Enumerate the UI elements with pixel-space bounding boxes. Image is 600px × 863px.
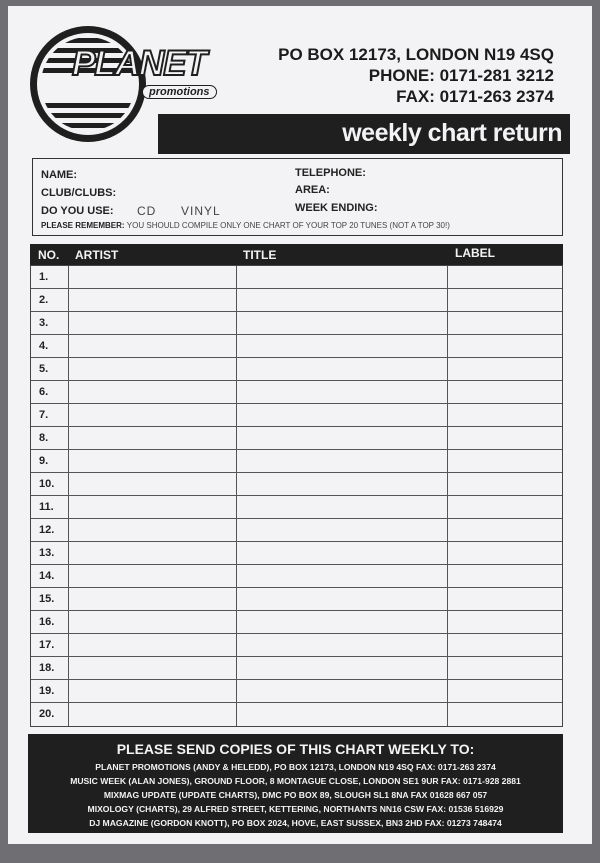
title-cell[interactable] <box>237 496 448 518</box>
number-cell <box>31 335 69 357</box>
artist-cell[interactable] <box>69 680 237 702</box>
option-vinyl[interactable]: VINYL <box>181 204 221 218</box>
title-cell[interactable] <box>237 611 448 633</box>
table-row <box>31 266 562 289</box>
table-row <box>31 381 562 404</box>
row-number: 18. <box>39 662 55 674</box>
row-number: 10. <box>39 478 55 490</box>
row-number: 5. <box>39 363 49 375</box>
label-cell[interactable] <box>448 680 561 702</box>
artist-cell[interactable] <box>69 519 237 541</box>
row-number: 4. <box>39 340 49 352</box>
table-row <box>31 519 562 542</box>
artist-cell[interactable] <box>69 404 237 426</box>
number-cell <box>31 358 69 380</box>
number-cell <box>31 611 69 633</box>
table-row <box>31 358 562 381</box>
number-cell <box>31 266 69 288</box>
table-row <box>31 588 562 611</box>
artist-cell[interactable] <box>69 289 237 311</box>
fax-number: FAX: 0171-263 2374 <box>396 87 554 106</box>
area-field[interactable]: AREA: <box>295 184 330 196</box>
title-cell[interactable] <box>237 703 448 726</box>
number-cell <box>31 381 69 403</box>
label-cell[interactable] <box>448 427 561 449</box>
row-number: 2. <box>39 294 49 306</box>
artist-cell[interactable] <box>69 542 237 564</box>
reminder-note <box>41 221 450 230</box>
chart-table <box>30 265 563 727</box>
artist-cell[interactable] <box>69 381 237 403</box>
number-cell <box>31 565 69 587</box>
title-cell[interactable] <box>237 450 448 472</box>
artist-cell[interactable] <box>69 565 237 587</box>
table-row <box>31 335 562 358</box>
name-field[interactable]: NAME: <box>41 169 78 181</box>
table-header <box>30 244 563 265</box>
label-cell[interactable] <box>448 312 561 334</box>
form-title: weekly chart return <box>342 119 562 147</box>
label-cell[interactable] <box>448 588 561 610</box>
number-cell <box>31 289 69 311</box>
number-cell <box>31 519 69 541</box>
table-row <box>31 657 562 680</box>
row-number: 17. <box>39 639 55 651</box>
row-number: 6. <box>39 386 49 398</box>
number-cell <box>31 542 69 564</box>
table-row <box>31 289 562 312</box>
number-cell <box>31 312 69 334</box>
phone-number: PHONE: 0171-281 3212 <box>368 66 554 85</box>
label-cell[interactable] <box>448 358 561 380</box>
form-title-bar <box>158 114 570 154</box>
row-number: 1. <box>39 271 49 283</box>
row-number: 15. <box>39 593 55 605</box>
artist-cell[interactable] <box>69 634 237 656</box>
header-title: TITLE <box>243 248 277 262</box>
postal-address: PO BOX 12173, LONDON N19 4SQ <box>278 45 554 64</box>
label-cell[interactable] <box>448 611 561 633</box>
row-number: 14. <box>39 570 55 582</box>
title-cell[interactable] <box>237 289 448 311</box>
artist-cell[interactable] <box>69 266 237 288</box>
option-cd[interactable]: CD <box>137 204 157 218</box>
artist-cell[interactable] <box>69 496 237 518</box>
title-cell[interactable] <box>237 473 448 495</box>
label-cell[interactable] <box>448 496 561 518</box>
row-number: 19. <box>39 685 55 697</box>
title-cell[interactable] <box>237 266 448 288</box>
header-no: NO. <box>38 248 60 262</box>
label-cell[interactable] <box>448 404 561 426</box>
title-cell[interactable] <box>237 427 448 449</box>
title-cell[interactable] <box>237 565 448 587</box>
number-cell <box>31 427 69 449</box>
number-cell <box>31 634 69 656</box>
label-cell[interactable] <box>448 542 561 564</box>
format-field-label: DO YOU USE: <box>41 205 114 217</box>
label-cell[interactable] <box>448 289 561 311</box>
table-row <box>31 404 562 427</box>
header-artist: ARTIST <box>75 248 119 262</box>
title-cell[interactable] <box>237 312 448 334</box>
send-copies-box <box>28 734 563 833</box>
title-cell[interactable] <box>237 634 448 656</box>
footer-address-line: MUSIC WEEK (ALAN JONES), GROUND FLOOR, 8 MONTAGUE CLOSE, LONDON SE1 9UR FAX: 0171-928 2881 <box>70 776 521 786</box>
artist-cell[interactable] <box>69 312 237 334</box>
label-cell[interactable] <box>448 657 561 679</box>
reminder-text: YOU SHOULD COMPILE ONLY ONE CHART OF YOUR TOP 20 TUNES (NOT A TOP 30!) <box>126 221 450 230</box>
title-cell[interactable] <box>237 519 448 541</box>
clubs-field[interactable]: CLUB/CLUBS: <box>41 187 117 199</box>
reminder-label: PLEASE REMEMBER: <box>41 221 125 230</box>
title-cell[interactable] <box>237 657 448 679</box>
row-number: 20. <box>39 708 55 720</box>
label-cell[interactable] <box>448 634 561 656</box>
table-row <box>31 680 562 703</box>
number-cell <box>31 680 69 702</box>
artist-cell[interactable] <box>69 427 237 449</box>
row-number: 9. <box>39 455 49 467</box>
title-cell[interactable] <box>237 404 448 426</box>
row-number: 16. <box>39 616 55 628</box>
title-cell[interactable] <box>237 381 448 403</box>
table-row <box>31 703 562 726</box>
title-cell[interactable] <box>237 588 448 610</box>
footer-heading: PLEASE SEND COPIES OF THIS CHART WEEKLY TO: <box>116 741 475 757</box>
table-row <box>31 611 562 634</box>
table-row <box>31 312 562 335</box>
title-cell[interactable] <box>237 335 448 357</box>
table-row <box>31 473 562 496</box>
row-number: 3. <box>39 317 49 329</box>
row-number: 13. <box>39 547 55 559</box>
number-cell <box>31 657 69 679</box>
title-cell[interactable] <box>237 358 448 380</box>
table-row <box>31 565 562 588</box>
number-cell <box>31 473 69 495</box>
label-cell[interactable] <box>448 473 561 495</box>
table-row <box>31 450 562 473</box>
table-row <box>31 496 562 519</box>
artist-cell[interactable] <box>69 358 237 380</box>
title-cell[interactable] <box>237 542 448 564</box>
artist-cell[interactable] <box>69 657 237 679</box>
footer-address-line: DJ MAGAZINE (GORDON KNOTT), PO BOX 2024, HOVE, EAST SUSSEX, BN3 2HD FAX: 01273 748474 <box>89 818 502 828</box>
label-cell[interactable] <box>448 703 561 726</box>
planet-logo <box>28 24 148 144</box>
artist-cell[interactable] <box>69 611 237 633</box>
artist-cell[interactable] <box>69 473 237 495</box>
table-row <box>31 542 562 565</box>
label-cell[interactable] <box>448 519 561 541</box>
artist-cell[interactable] <box>69 335 237 357</box>
label-cell[interactable] <box>448 381 561 403</box>
logo-brand: PLANET <box>72 44 206 83</box>
row-number: 12. <box>39 524 55 536</box>
contact-block <box>278 44 554 107</box>
label-cell[interactable] <box>448 266 561 288</box>
number-cell <box>31 404 69 426</box>
number-cell <box>31 703 69 726</box>
footer-address-line: PLANET PROMOTIONS (ANDY & HELEDD), PO BOX 12173, LONDON N19 4SQ FAX: 0171-263 2374 <box>95 762 496 772</box>
header-label: LABEL <box>455 246 495 260</box>
title-cell[interactable] <box>237 680 448 702</box>
logo-subtitle: promotions <box>142 85 217 99</box>
footer-address-line: MIXMAG UPDATE (UPDATE CHARTS), DMC PO BOX 89, SLOUGH SL1 8NA FAX 01628 667 057 <box>103 790 488 800</box>
row-number: 7. <box>39 409 49 421</box>
telephone-field[interactable]: TELEPHONE: <box>295 167 366 179</box>
number-cell <box>31 496 69 518</box>
label-cell[interactable] <box>448 450 561 472</box>
footer-address-line: MIXOLOGY (CHARTS), 29 ALFRED STREET, KETTERING, NORTHANTS NN16 CSW FAX: 01536 516929 <box>87 804 504 814</box>
number-cell <box>31 588 69 610</box>
number-cell <box>31 450 69 472</box>
label-cell[interactable] <box>448 335 561 357</box>
artist-cell[interactable] <box>69 703 237 726</box>
dj-details-box <box>32 158 563 236</box>
row-number: 8. <box>39 432 49 444</box>
table-row <box>31 427 562 450</box>
label-cell[interactable] <box>448 565 561 587</box>
artist-cell[interactable] <box>69 450 237 472</box>
table-row <box>31 634 562 657</box>
week-ending-field[interactable]: WEEK ENDING: <box>295 202 378 214</box>
row-number: 11. <box>39 501 54 513</box>
artist-cell[interactable] <box>69 588 237 610</box>
